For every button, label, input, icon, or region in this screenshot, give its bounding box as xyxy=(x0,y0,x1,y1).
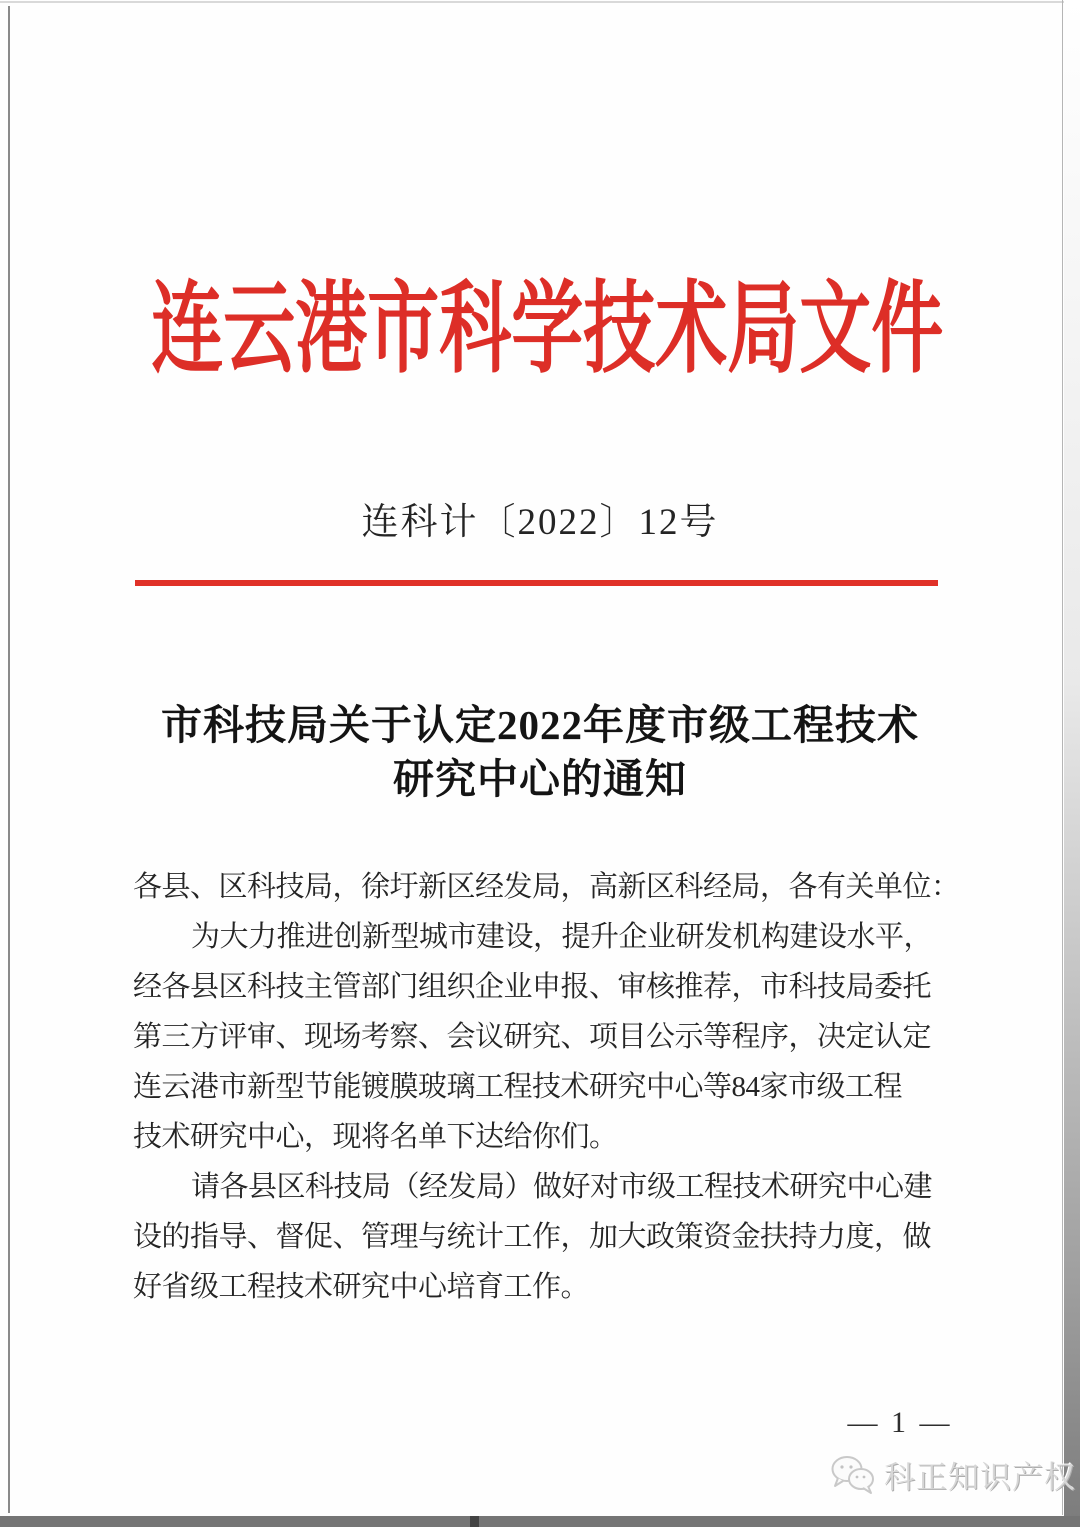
document-title xyxy=(0,698,1080,806)
wechat-icon xyxy=(830,1455,876,1495)
body-line: 请各县区科技局（经发局）做好对市级工程技术研究中心建 xyxy=(191,1171,933,1203)
document-title-line-2: 研究中心的通知 xyxy=(393,756,687,802)
agency-letterhead: 连云港市科学技术局文件 xyxy=(151,274,944,385)
body-line: 经各县区科技主管部门组织企业申报、审核推荐，市科技局委托 xyxy=(133,971,932,1003)
salutation-line: 各县、区科技局，徐圩新区经发局，高新区科经局，各有关单位： xyxy=(133,871,960,903)
red-divider-rule xyxy=(135,580,938,586)
body-line: 设的指导、督促、管理与统计工作，加大政策资金扶持力度，做 xyxy=(133,1221,932,1253)
body-line: 技术研究中心，现将名单下达给你们。 xyxy=(133,1121,618,1153)
document-body xyxy=(133,862,960,1312)
scan-bottom-bar xyxy=(0,1516,1080,1527)
scan-bottom-bar-mark xyxy=(470,1516,479,1527)
scan-top-edge xyxy=(0,1,1080,3)
document-title-line-1: 市科技局关于认定2022年度市级工程技术 xyxy=(161,702,919,748)
page-number: — 1 — xyxy=(847,1406,953,1439)
body-line: 为大力推进创新型城市建设，提升企业研发机构建设水平， xyxy=(191,921,933,953)
body-line: 好省级工程技术研究中心培育工作。 xyxy=(133,1271,590,1303)
watermark xyxy=(830,1452,1076,1497)
watermark-text: 科正知识产权 xyxy=(884,1460,1076,1495)
body-line: 连云港市新型节能镀膜玻璃工程技术研究中心等84家市级工程 xyxy=(133,1071,903,1103)
document-number: 连科计〔2022〕12号 xyxy=(361,502,719,543)
body-line: 第三方评审、现场考察、会议研究、项目公示等程序，决定认定 xyxy=(133,1021,932,1053)
